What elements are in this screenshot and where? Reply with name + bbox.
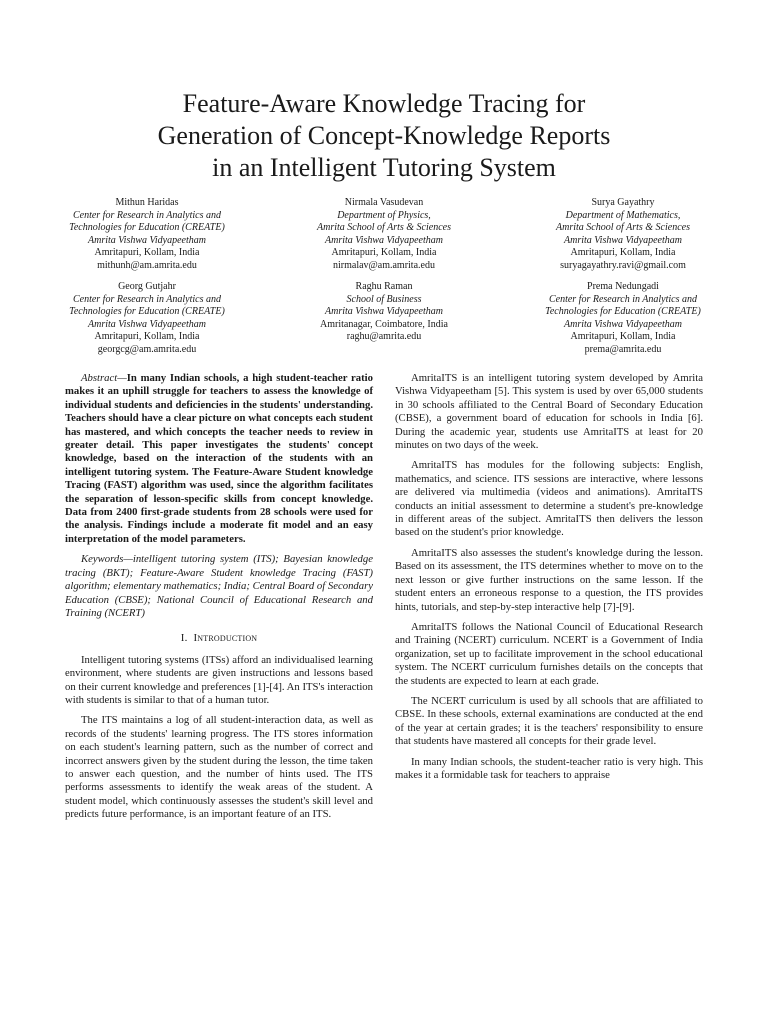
abstract-text: In many Indian schools, a high student-teacher ratio makes it an uphill struggle for teachers to assess the knowledge of individual students and deficiencies in the students' understanding. Teachers should have a clear picture on what concepts each student has mastered, and which concepts the teacher needs to review in greater detail. This paper investigates the students' concept knowledge, based on the interaction of the students with an intelligent tutoring system. The Feature-Aware Student knowledge Tracing (FAST) algorithm was used, since the algorithm facilitates the separation of lesson-specific skills from concept knowledge. Data from 2400 first-grade students from 28 schools were used for the analysis. Findings include a moderate fit model and an easy interpretation of the model parameters. <box>65 372 373 545</box>
author-email: raghu@amrita.edu <box>346 331 422 343</box>
keywords-lead: Keywords— <box>81 553 133 566</box>
author-affiliation: Center for Research in Analytics and <box>72 209 222 221</box>
author-affiliation: Amrita Vishwa Vidyapeetham <box>564 318 682 330</box>
author-block <box>32 197 262 273</box>
body-paragraph: AmritaITS has modules for the following subjects: English, mathematics, and science. ITS sessions are interactive, where lessons are delivered via multimedia (videos and animations). AmritaITS conducts an initial assessment to determine a student's pre-knowledge in different areas of the subject. AmritaITS then delivers the lesson based on the student's prior knowledge. <box>395 459 703 539</box>
author-email: georgcg@am.amrita.edu <box>97 343 197 355</box>
author-affiliation: School of Business <box>346 293 422 305</box>
author-affiliation: Amrita School of Arts & Sciences <box>556 222 690 234</box>
author-affiliation: Department of Physics, <box>337 209 431 221</box>
author-affiliation: Amrita Vishwa Vidyapeetham <box>564 234 682 246</box>
section-number: I. <box>180 632 188 645</box>
author-affiliation: Center for Research in Analytics and <box>72 293 222 305</box>
body-paragraph: The ITS maintains a log of all student-interaction data, as well as records of the students' learning progress. The ITS stores information on each student's learning pattern, such as the number of correct and incorrect answers given by the student during the lesson, the time taken to answer each question, and the number of hints used. The ITS performs assessments to identify the weak areas of the student. A student model, which continuously assesses the student's skill level and predicts future performance, is an important feature of an ITS. <box>65 714 373 821</box>
body-paragraph: AmritaITS follows the National Council of Educational Research and Training (NCERT) curriculum. NCERT is a Government of India organization, set up to facilitate improvement in the school educational system. The NCERT curriculum furnishes details on the concepts that the students are expected to learn at each grade. <box>395 620 703 687</box>
body-paragraph: In many Indian schools, the student-teacher ratio is very high. This makes it a formidable task for teachers to appraise <box>395 755 703 781</box>
author-email: prema@amrita.edu <box>584 343 662 355</box>
author-location: Amritanagar, Coimbatore, India <box>320 318 448 330</box>
author-affiliation: Amrita Vishwa Vidyapeetham <box>325 234 443 246</box>
author-name: Surya Gayathry <box>591 197 655 208</box>
abstract <box>65 372 373 546</box>
author-affiliation: Department of Mathematics, <box>565 209 681 221</box>
paper-title <box>60 88 708 184</box>
author-affiliation: Amrita School of Arts & Sciences <box>317 222 451 234</box>
author-location: Amritapuri, Kollam, India <box>570 331 676 343</box>
left-column <box>65 372 373 829</box>
author-block <box>269 197 499 273</box>
author-affiliation: Technologies for Education (CREATE) <box>545 306 701 318</box>
right-column <box>395 372 703 789</box>
author-affiliation: Technologies for Education (CREATE) <box>69 222 225 234</box>
author-affiliation: Technologies for Education (CREATE) <box>69 306 225 318</box>
body-paragraph: The NCERT curriculum is used by all schools that are affiliated to CBSE. In these schools, external examinations are conducted at the end of the year at certain grades; it is the teachers' responsibility to ensure that students have mastered all concepts for their grade level. <box>395 694 703 748</box>
author-block <box>32 281 262 357</box>
author-name: Raghu Raman <box>355 281 413 292</box>
author-affiliation: Amrita Vishwa Vidyapeetham <box>88 318 206 330</box>
keywords <box>65 553 373 620</box>
title-line: in an Intelligent Tutoring System <box>212 153 556 182</box>
author-block <box>508 281 738 357</box>
author-affiliation: Center for Research in Analytics and <box>548 293 698 305</box>
body-paragraph: Intelligent tutoring systems (ITSs) afford an individualised learning environment, where students are given instructions and lessons based on their current knowledge and preferences [1]-[4]. An ITS's interaction with students is similar to that of a human tutor. <box>65 653 373 706</box>
author-name: Mithun Haridas <box>115 197 179 208</box>
author-email: suryagayathry.ravi@gmail.com <box>560 259 686 271</box>
author-name: Georg Gutjahr <box>118 281 176 292</box>
author-name: Nirmala Vasudevan <box>344 197 424 208</box>
keywords-text: intelligent tutoring system (ITS); Bayesian knowledge tracing (BKT); Feature-Aware Student knowledge Tracing (FAST) algorithm; elementary mathematics; India; Central Board of Secondary Education (CBSE); National Council of Educational Research and Training (NCERT) <box>65 553 374 619</box>
title-line: Feature-Aware Knowledge Tracing for <box>182 89 586 118</box>
body-paragraph: AmritaITS also assesses the student's knowledge during the lesson. Based on its assessment, the ITS determines whether to move on to the next lesson or give further instructions on the same lesson. If the student enters an erroneous response to a question, the ITS provides hints, tutorials, and step-by-step interactive help [7]-[9]. <box>395 546 703 613</box>
author-email: mithunh@am.amrita.edu <box>97 259 197 271</box>
author-location: Amritapuri, Kollam, India <box>94 331 200 343</box>
author-email: nirmalav@am.amrita.edu <box>333 259 435 271</box>
author-location: Amritapuri, Kollam, India <box>94 247 200 259</box>
author-name: Prema Nedungadi <box>587 281 659 292</box>
author-location: Amritapuri, Kollam, India <box>570 247 676 259</box>
author-affiliation: Amrita Vishwa Vidyapeetham <box>325 306 443 318</box>
author-block <box>269 281 499 344</box>
author-affiliation: Amrita Vishwa Vidyapeetham <box>88 234 206 246</box>
author-location: Amritapuri, Kollam, India <box>331 247 437 259</box>
abstract-lead: Abstract— <box>81 372 127 384</box>
body-paragraph: AmritaITS is an intelligent tutoring system developed by Amrita Vishwa Vidyapeetham [5]. This system is used by over 65,000 students in 30 schools affiliated to the Central Board of Secondary Education (CBSE), a government board of education for schools in India [6]. During the academic year, students use AmritaITS at least for 20 minutes on two days of the week. <box>395 372 703 452</box>
title-line: Generation of Concept-Knowledge Reports <box>157 121 611 150</box>
section-heading <box>65 632 373 645</box>
section-title: Introduction <box>193 632 258 645</box>
author-block <box>508 197 738 273</box>
